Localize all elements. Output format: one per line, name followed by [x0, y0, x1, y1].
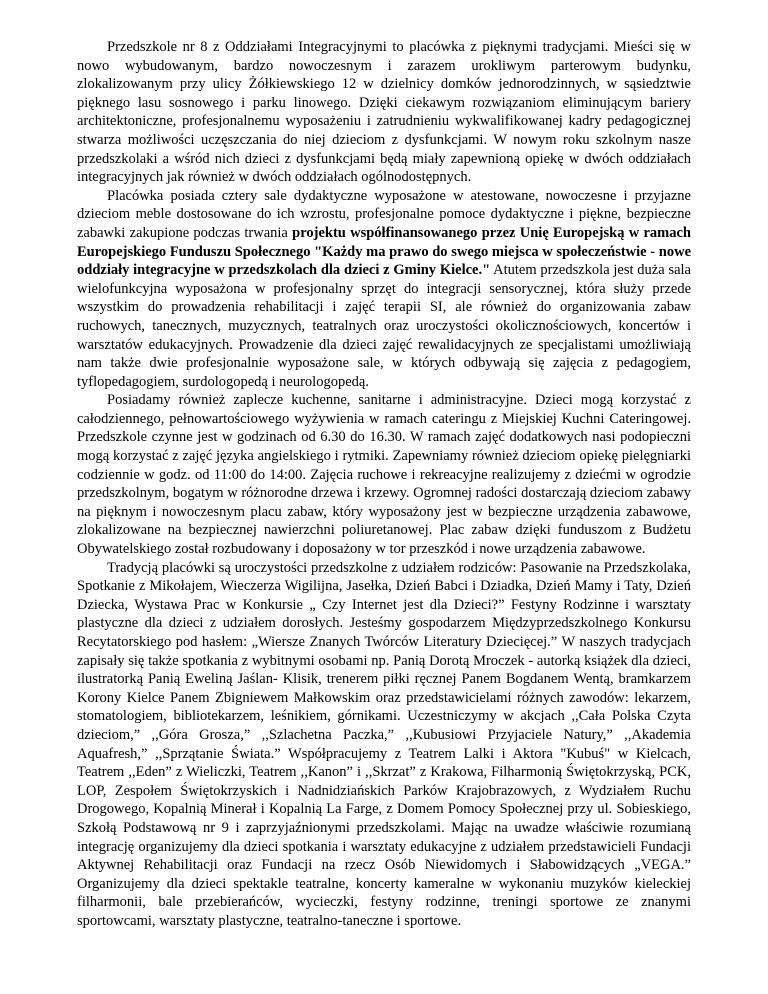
paragraph-traditions: Tradycją placówki są uroczystości przedszkolne z udziałem rodziców: Pasowanie na Przedszkolaka, Spotkanie z Mikołajem, Wieczerza Wigilijna, Jasełka, Dzień Babci i Dziadka, Dzień Mamy i Taty, Dzień Dziecka, Wystawa Prac w Konkursie „ Czy Internet jest dla Dzieci?” Festyny Rodzinne i warsztaty plastyczne dla dzieci z udziałem dorosłych. Jesteśmy gospodarzem Międzyprzedszkolnego Konkursu Recytatorskiego pod hasłem: „Wiersze Znanych Twórców Literatury Dziecięcej.” W naszych tradycjach zapisały się także spotkania z wybitnymi osobami np. Panią Dorotą Mroczek - autorką książek dla dzieci, ilustratorką Panią Eweliną Jaślan- Klisik, trenerem piłki ręcznej Panem Bogdanem Wentą, bramkarzem Korony Kielce Panem Zbigniewem Małkowskim oraz przedstawicielami różnych zawodów: lekarzem, stomatologiem, bibliotekarzem, leśnikiem, górnikami. Uczestniczymy w akcjach ,,Cała Polska Czyta dzieciom,” ,,Góra Grosza,” ,,Szlachetna Paczka,” ,,Kubusiowi Przyjaciele Natury,” ,,Akademia Aquafresh,” ,,Sprzątanie Świata.” Współpracujemy z Teatrem Lalki i Aktora "Kubuś" w Kielcach, Teatrem ,,Eden” z Wieliczki, Teatrem ,,Kanon” i ,,Skrzat” z Krakowa, Filharmonią Świętokrzyską, PCK, LOP, Zespołem Świętokrzyskich i Nadnidziańskich Parków Krajobrazowych, z Wydziałem Ruchu Drogowego, Kopalnią Minerał i Kopalnią La Farge, z Domem Pomocy Społecznej przy ul. Sobieskiego, Szkołą Podstawową nr 9 i zaprzyjaźnionymi przedszkolami. Mając na uwadze właściwie rozumianą integrację organizujemy dla dzieci spotkania i warsztaty edukacyjne z udziałem przedstawicieli Fundacji Aktywnej Rehabilitacji oraz Fundacji na rzecz Osób Niewidomych i Słabowidzących „VEGA.” Organizujemy dla dzieci spektakle teatralne, koncerty kameralne w wykonaniu muzyków kieleckiej filharmonii, bale przebierańców, wycieczki, festyny rodzinne, treningi sportowe ze znanymi sportowcami, warsztaty plastyczne, teatralno-taneczne i sportowe.	[77, 559, 691, 929]
paragraph-facilities-text-end: Atutem przedszkola jest duża sala wielofunkcyjna wyposażona w profesjonalny sprzęt do integracji sensorycznej, która służy przede wszystkim do prowadzenia rehabilitacji i zajęć terapii SI, ale również do organizowania zabaw ruchowych, tanecznych, muzycznych, teatralnych oraz uroczystości okolicznościowych, koncertów i warsztatów edukacyjnych. Prowadzenie dla dzieci zajęć rewalidacyjnych ze specjalistami umożliwiają nam także dwie profesjonalnie wyposażone sale, w których odbywają się zajęcia z pedagogiem, tyflopedagogiem, surdologopedą i neurologopedą.	[77, 262, 691, 390]
paragraph-facilities-text-start: Placówka posiada cztery sale dydaktyczne wyposażone w atestowane, nowoczesne i przyjazne dzieciom meble dostosowane do ich wzrostu, profesjonalne pomoce dydaktyczne i piękne, bezpieczne zabawki zakupione podczas trwania	[77, 187, 691, 241]
paragraph-intro: Przedszkole nr 8 z Oddziałami Integracyjnymi to placówka z pięknymi tradycjami. Mieści się w nowo wybudowanym, bardzo nowoczesnym i zarazem urokliwym parterowym budynku, zlokalizowanym przy ulicy Żółkiewskiego 12 w dzielnicy domków jednorodzinnych, w sąsiedztwie pięknego lasu sosnowego i parku linowego. Dzięki ciekawym rozwiązaniom eliminującym bariery architektoniczne, profesjonalnemu wyposażeniu i zatrudnieniu wykwalifikowanej kadry pedagogicznej stwarza możliwości uczęszczania do niej dzieciom z dysfunkcjami. W nowym roku szkolnym nasze przedszkolaki a wśród nich dzieci z dysfunkcjami będą miały zapewnioną opiekę w dwóch oddziałach integracyjnych jak również w dwóch oddziałach ogólnodostępnych.	[77, 39, 691, 186]
paragraph-services: Posiadamy również zaplecze kuchenne, sanitarne i administracyjne. Dzieci mogą korzystać z całodziennego, pełnowartościowego wyżywienia w ramach cateringu z Miejskiej Kuchni Cateringowej. Przedszkole czynne jest w godzinach od 6.30 do 16.30. W ramach zajęć dodatkowych nasi podopieczni mogą korzystać z zajęć języka angielskiego i rytmiki. Zapewniamy również dzieciom opiekę pielęgniarki codziennie w godz. od 11:00 do 14:00. Zajęcia ruchowe i rekreacyjne realizujemy z dziećmi w ogrodzie przedszkolnym, bogatym w różnorodne drzewa i krzewy. Ogromnej radości dostarczają dzieciom zabawy na pięknym i nowoczesnym placu zabaw, który wyposażony jest w bezpieczne urządzenia zabawowe, zlokalizowane na bezpiecznej nawierzchni poliuretanowej. Plac zabaw dzięki funduszom z Budżetu Obywatelskiego został rozbudowany i doposażony w tor przeszkód i nowe urządzenia zabawowe.	[77, 392, 691, 558]
project-name-bold: projektu współfinansowanego przez Unię Europejską w ramach Europejskiego Funduszu Społecznego "Każdy ma prawo do swego miejsca w społeczeństwie - nowe oddziały integracyjne w przedszkolach dla dzieci z Gminy Kielce."	[77, 224, 691, 279]
paragraph-facilities	[77, 187, 691, 392]
